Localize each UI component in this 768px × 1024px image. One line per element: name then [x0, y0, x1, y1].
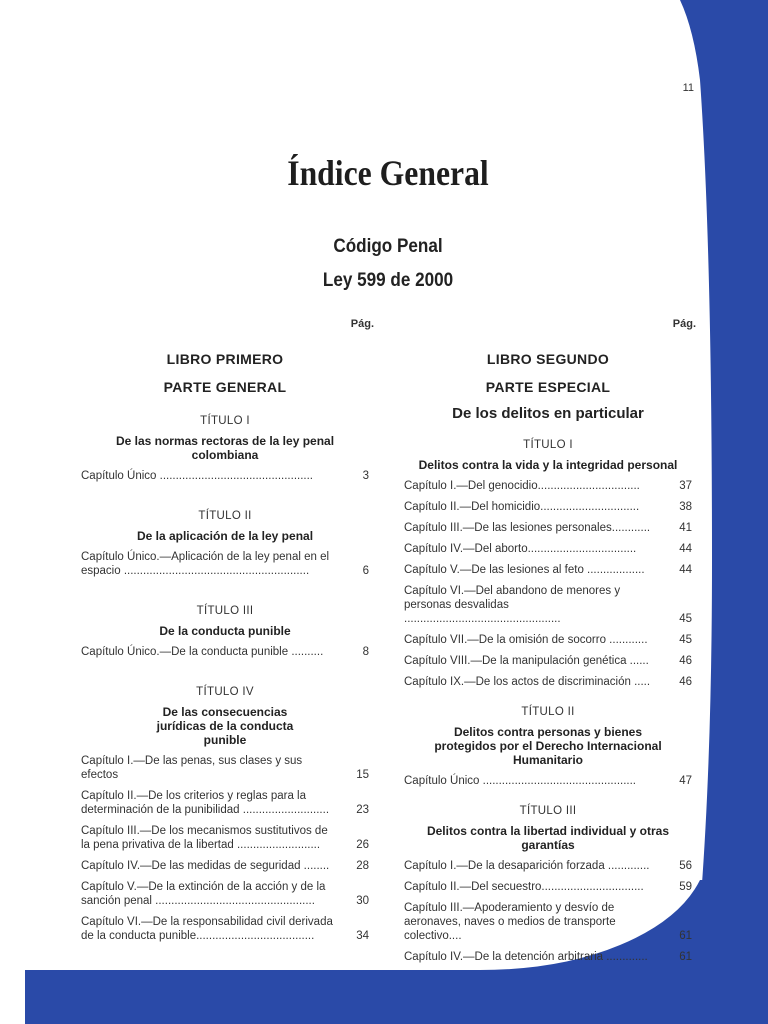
entry-page: 23 — [356, 804, 369, 816]
pag-label-right: Pág. — [672, 318, 696, 330]
parte-heading: PARTE ESPECIAL — [485, 379, 611, 395]
entry-page: 56 — [679, 860, 692, 872]
entry-page: 45 — [679, 634, 692, 646]
toc-entry[interactable] — [404, 901, 692, 943]
titulo-label: TÍTULO III — [519, 805, 577, 817]
entry-page: 46 — [679, 655, 692, 667]
entry-text: Capítulo III.—De las lesiones personales............ — [404, 522, 651, 534]
toc-entry[interactable] — [81, 754, 369, 782]
entry-page: 28 — [356, 860, 369, 872]
entry-text: Capítulo II.—Del secuestro................................ — [404, 881, 644, 893]
entry-page: 6 — [362, 565, 369, 577]
toc-entry[interactable] — [81, 550, 369, 578]
code-name: Código Penal — [333, 236, 443, 257]
entry-text: Capítulo Único.—De la conducta punible .......... — [81, 646, 324, 658]
titulo-name: Delitos contra personas y bienes protegidos por el Derecho Internacional Humanitario — [434, 725, 662, 767]
entry-page: 34 — [356, 930, 369, 942]
toc-left-column — [81, 350, 369, 943]
entry-page: 37 — [679, 480, 692, 492]
entry-text: Capítulo VI.—Del abandono de menores y personas desvalidas ................................................. — [404, 585, 621, 625]
entry-text: Capítulo II.—Del homicidio............................... — [404, 501, 640, 513]
entry-page: 30 — [356, 895, 369, 907]
toc-right-column — [404, 350, 692, 964]
toc-entry[interactable] — [404, 563, 692, 577]
entry-text: Capítulo I.—De las penas, sus clases y sus efectos — [81, 755, 303, 781]
entry-page: 61 — [679, 951, 692, 963]
toc-entry[interactable] — [404, 500, 692, 514]
entry-page: 26 — [356, 839, 369, 851]
titulo-name: De la conducta punible — [159, 624, 291, 638]
entry-text: Capítulo Único.—Aplicación de la ley penal en el espacio .......................................................... — [81, 551, 330, 577]
entry-page: 47 — [679, 775, 692, 787]
titulo-name: Delitos contra la vida y la integridad personal — [418, 458, 678, 472]
parte-heading: PARTE GENERAL — [163, 379, 287, 395]
entry-text: Capítulo Único ................................................ — [404, 775, 636, 787]
entry-text: Capítulo IV.—Del aborto.................................. — [404, 543, 637, 555]
toc-entry[interactable] — [404, 654, 692, 668]
entry-page: 45 — [679, 613, 692, 625]
toc-entry[interactable] — [81, 880, 369, 908]
titulo-label: TÍTULO I — [200, 415, 250, 427]
titulo-label: TÍTULO IV — [196, 686, 254, 698]
toc-entry[interactable] — [404, 675, 692, 689]
entry-page: 41 — [679, 522, 692, 534]
toc-entry[interactable] — [404, 542, 692, 556]
entry-page: 38 — [679, 501, 692, 513]
toc-entry[interactable] — [404, 774, 692, 788]
libro-heading: LIBRO PRIMERO — [166, 351, 284, 367]
entry-text: Capítulo Único ................................................ — [81, 470, 313, 482]
toc-entry[interactable] — [404, 479, 692, 493]
entry-page: 61 — [679, 930, 692, 942]
entry-text: Capítulo V.—De las lesiones al feto .................. — [404, 564, 645, 576]
entry-page: 44 — [679, 543, 692, 555]
toc-entry[interactable] — [404, 950, 692, 964]
entry-text: Capítulo III.—De los mecanismos sustitutivos de la pena privativa de la libertad .......................... — [81, 825, 328, 851]
toc-entry[interactable] — [404, 584, 692, 626]
titulo-name: De las consecuencias jurídicas de la conducta punible — [156, 705, 294, 747]
pag-label-left: Pág. — [350, 318, 374, 330]
titulo-label: TÍTULO I — [523, 439, 573, 451]
titulo-label: TÍTULO II — [198, 510, 252, 522]
titulo-label: TÍTULO II — [521, 706, 575, 718]
entry-text: Capítulo III.—Apoderamiento y desvío de aeronaves, naves o medios de transporte colectivo.... — [404, 902, 616, 942]
entry-text: Capítulo V.—De la extinción de la acción y de la sanción penal .................................................. — [81, 881, 326, 907]
toc-entry[interactable] — [404, 859, 692, 873]
entry-text: Capítulo I.—Del genocidio................................ — [404, 480, 640, 492]
entry-text: Capítulo VIII.—De la manipulación genética ...... — [404, 655, 649, 667]
entry-text: Capítulo I.—De la desaparición forzada ............. — [404, 860, 650, 872]
toc-entry[interactable] — [404, 521, 692, 535]
titulo-name: Delitos contra la libertad individual y otras garantías — [426, 824, 670, 852]
toc-entry[interactable] — [404, 633, 692, 647]
page-number: 11 — [682, 82, 694, 94]
toc-entry[interactable] — [81, 645, 369, 659]
law-number: Ley 599 de 2000 — [322, 270, 454, 291]
toc-entry[interactable] — [81, 789, 369, 817]
libro-heading: LIBRO SEGUNDO — [486, 351, 610, 367]
entry-text: Capítulo IV.—De las medidas de seguridad ........ — [81, 860, 330, 872]
toc-entry[interactable] — [81, 824, 369, 852]
titulo-name: De la aplicación de la ley penal — [136, 529, 314, 543]
entry-page: 44 — [679, 564, 692, 576]
entry-page: 8 — [362, 646, 369, 658]
entry-text: Capítulo II.—De los criterios y reglas para la determinación de la punibilidad ........................... — [81, 790, 330, 816]
entry-text: Capítulo IV.—De la detención arbitraria ............. — [404, 951, 648, 963]
toc-entry[interactable] — [81, 469, 369, 483]
entry-page: 15 — [356, 769, 369, 781]
toc-entry[interactable] — [404, 880, 692, 894]
entry-page: 59 — [679, 881, 692, 893]
entry-page: 3 — [362, 470, 369, 482]
entry-text: Capítulo IX.—De los actos de discriminación ..... — [404, 676, 651, 688]
entry-text: Capítulo VI.—De la responsabilidad civil derivada de la conducta punible..................................... — [81, 916, 333, 942]
titulo-label: TÍTULO III — [196, 605, 254, 617]
entry-page: 46 — [679, 676, 692, 688]
part-subtitle: De los delitos en particular — [452, 405, 644, 422]
titulo-name: De las normas rectoras de la ley penal colombiana — [115, 434, 335, 462]
toc-entry[interactable] — [81, 859, 369, 873]
entry-text: Capítulo VII.—De la omisión de socorro ............ — [404, 634, 648, 646]
toc-entry[interactable] — [81, 915, 369, 943]
page-title: Índice General — [287, 153, 489, 193]
